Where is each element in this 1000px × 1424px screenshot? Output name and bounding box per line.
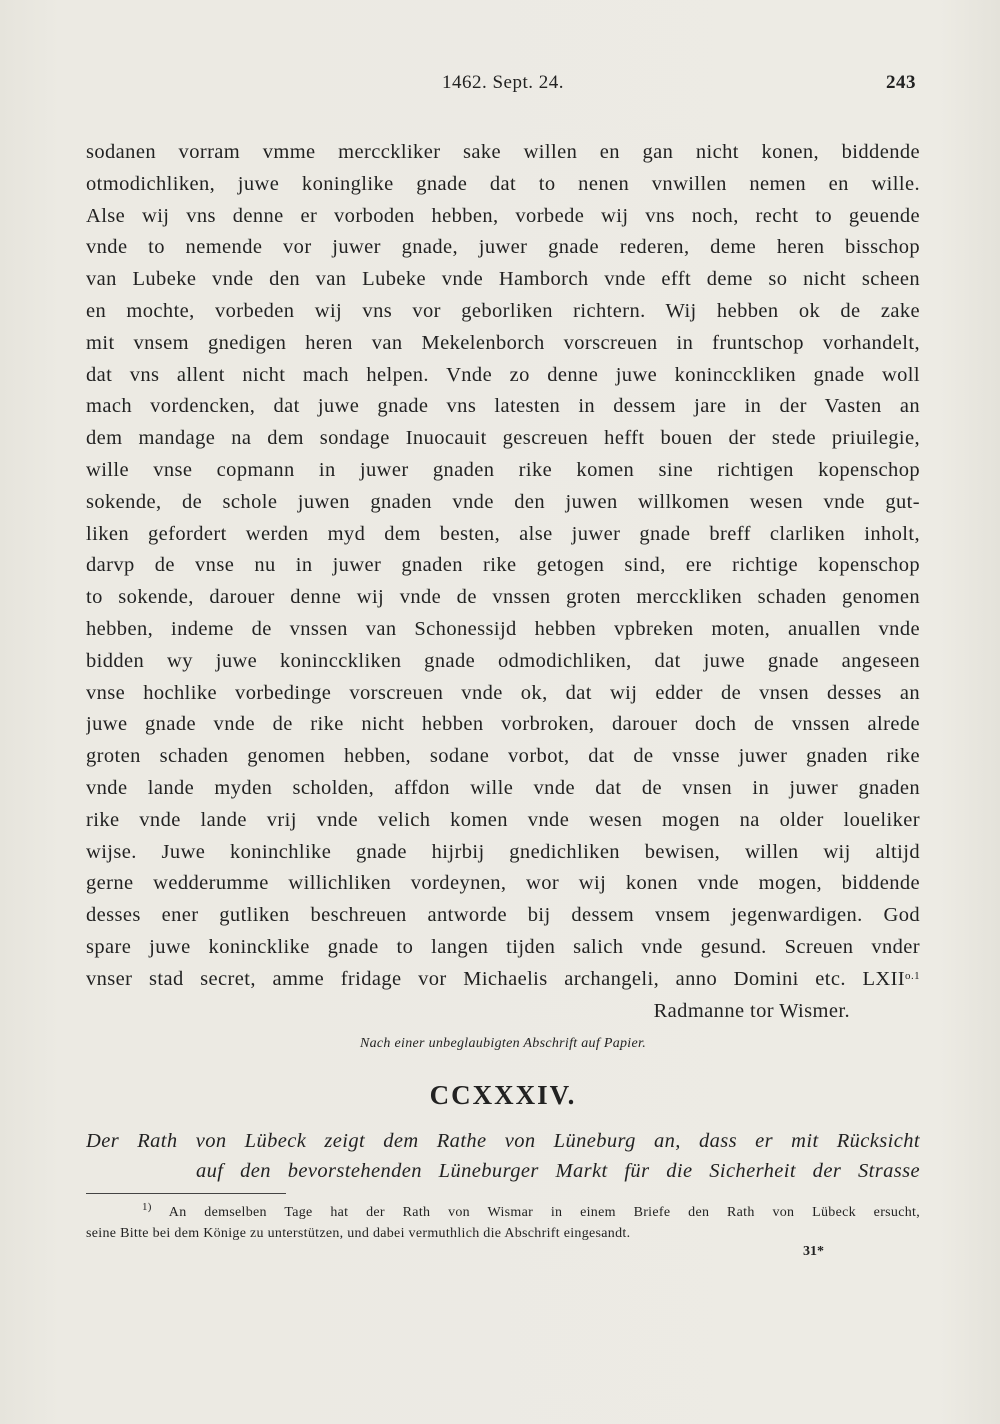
footnote-divider [86,1193,286,1194]
body-line: wille vnse copmann in juwer gnaden rike komen sine richtigen kopenschop [86,458,920,481]
body-line: otmodichliken, juwe koninglike gnade dat to nenen vnwillen nemen en wille. [86,172,920,195]
body-line: wijse. Juwe koninchlike gnade hijrbij gnedichliken bewisen, willen wij altijd [86,840,920,863]
body-line: vnse hochlike vorbedinge vorscreuen vnde ok, dat wij edder de vnsen desses an [86,681,920,704]
body-line: darvp de vnse nu in juwer gnaden rike getogen sind, ere richtige kopenschop [86,554,920,577]
footnote-line: seine Bitte bei dem Könige zu unterstützen, und dabei vermuthlich die Abschrift eingesandt. [86,1226,631,1241]
page-number: 243 [886,72,916,93]
source-note: Nach einer unbeglaubigten Abschrift auf Papier. [359,1036,647,1051]
body-line: spare juwe konincklike gnade to langen tijden salich vnde gesund. Screuen vnder [86,935,920,958]
running-title: 1462. Sept. 24. [441,72,565,93]
body-line: vnde lande myden scholden, affdon wille vnde dat de vnsen in juwer gnaden [86,776,920,799]
body-line: sokende, de schole juwen gnaden vnde den juwen willkomen wesen vnde gut- [86,490,920,513]
footnote-line [86,1202,920,1223]
closing-text: vnser stad secret, amme fridage vor Michaelis archangeli, anno Domini etc. LXII [86,967,906,990]
body-line: desses ener gutliken beschreuen antworde bij dessem vnsem jegenwardigen. God [86,904,920,927]
body-line: dat vns allent nicht mach helpen. Vnde zo denne juwe konincckliken gnade woll [86,363,920,386]
body-line: mit vnsem gnedigen heren van Mekelenborch vorscreuen in fruntschop vorhandelt, [86,331,920,354]
letter-body [86,137,920,1027]
body-line: to sokende, darouer denne wij vnde de vnssen groten mercckliken schaden genomen [86,586,920,609]
body-line: rike vnde lande vrij vnde velich komen vnde wesen mogen na older loueliker [86,808,920,831]
body-line: mach vordencken, dat juwe gnade vns latesten in dessem jare in der Vasten an [86,395,920,418]
page-header [86,72,920,102]
signature: Radmanne tor Wismer. [653,999,850,1022]
regest-line: auf den bevorstehenden Lüneburger Markt für die Sicherheit der Strasse [196,1160,920,1182]
footnote-marker: 1) [142,1201,152,1213]
footnote-reference: o.1 [905,969,920,982]
body-line: bidden wy juwe konincckliken gnade odmodichliken, dat juwe gnade angeseen [86,649,920,672]
regest-line: Der Rath von Lübeck zeigt dem Rathe von Lüneburg an, dass er mit Rücksicht [86,1130,920,1152]
body-line: Alse wij vns denne er vorboden hebben, vorbede wij vns noch, recht to geuende [86,204,920,227]
body-line: dem mandage na dem sondage Inuocauit gescreuen hefft bouen der stede priuilegie, [86,427,920,450]
footnotes [86,1202,920,1244]
body-line: groten schaden genomen hebben, sodane vorbot, dat de vnsse juwer gnaden rike [86,745,920,768]
body-line: juwe gnade vnde de rike nicht hebben vorbroken, darouer doch de vnssen alrede [86,713,920,736]
body-line: hebben, indeme de vnssen van Schonessijd hebben vpbreken moten, anuallen vnde [86,617,920,640]
footnote-text: An demselben Tage hat der Rath von Wismar in einem Briefe den Rath von Lübeck ersucht, [168,1205,921,1220]
document-number: CCXXXIV. [429,1080,577,1110]
closing-line [86,964,920,996]
sheet-signature: 31* [803,1244,824,1259]
body-line: van Lubeke vnde den van Lubeke vnde Hamborch vnde efft deme so nicht scheen [86,268,920,291]
body-line: en mochte, vorbeden wij vns vor geborliken richtern. Wij hebben ok de zake [86,299,920,322]
body-line: liken gefordert werden myd dem besten, alse juwer gnade breff clarliken inholt, [86,522,920,545]
body-line: sodanen vorram vmme mercckliker sake willen en gan nicht konen, biddende [86,141,920,163]
body-line: gerne wedderumme willichliken vordeynen, wor wij konen vnde mogen, biddende [86,872,920,895]
regest-summary [86,1126,920,1186]
body-line: vnde to nemende vor juwer gnade, juwer gnade rederen, deme heren bisschop [86,236,920,259]
